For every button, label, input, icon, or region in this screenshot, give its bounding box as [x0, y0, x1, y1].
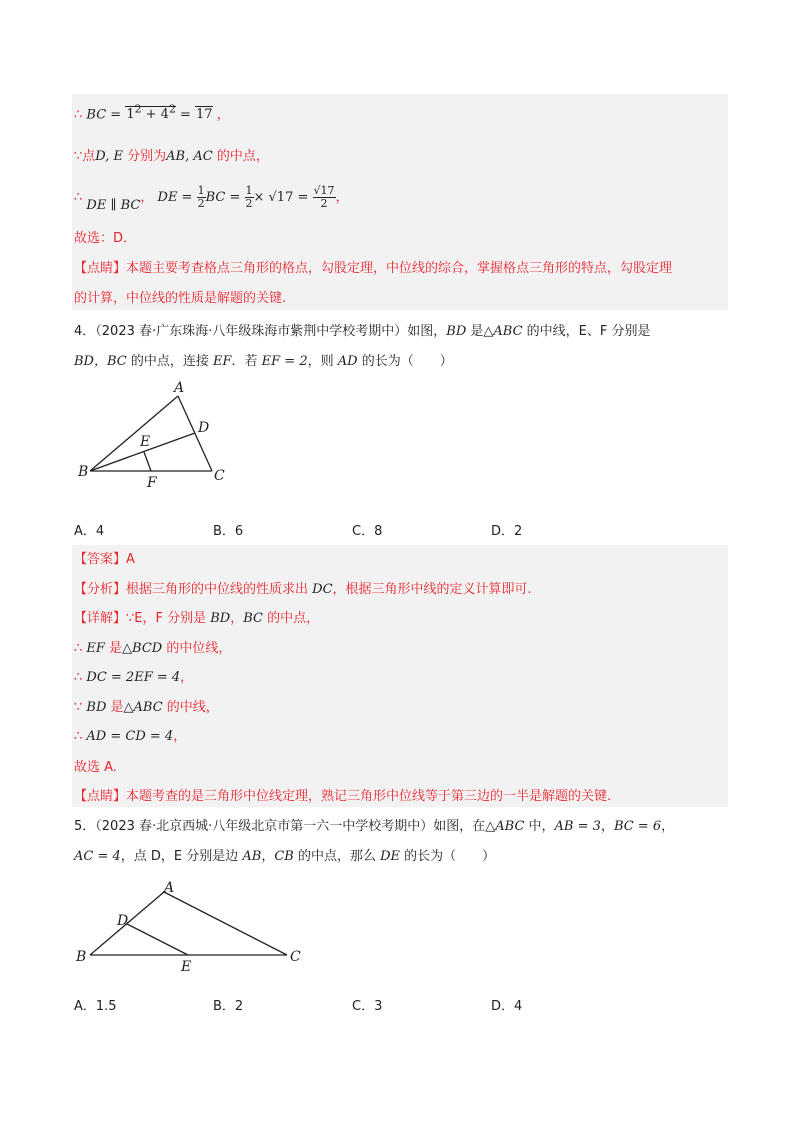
because-text: ∵点: [74, 149, 96, 164]
text-length-is: 的长为（ ）: [357, 354, 453, 369]
q3-line-midpoints: [74, 147, 269, 167]
therefore-symbol: ∴: [74, 729, 87, 744]
seg-ac: [164, 892, 287, 955]
seg-ef: EF: [86, 641, 105, 656]
comma: ，: [230, 611, 244, 626]
q4-stem-line2: [74, 352, 453, 372]
a4-step-ad: [74, 727, 186, 747]
seg-bd: BD: [446, 324, 467, 339]
fraction-half: [197, 185, 206, 210]
comma: ，: [335, 190, 349, 205]
q3-answer: 故选：D．: [74, 231, 137, 246]
q5-number-source: 5．（2023 春·北京西城·八年级北京市第一六一中学校考期中）如图，在: [74, 819, 486, 834]
ab-equals-3: AB = 3: [554, 819, 601, 834]
numerator: 1: [197, 184, 205, 197]
seg-dc: DC: [312, 582, 333, 597]
tri-abc: △ABC: [483, 324, 523, 339]
label-f: F: [147, 475, 157, 490]
ad-equation: AD = CD = 4: [86, 729, 174, 744]
text-is: 是: [106, 700, 124, 715]
a4-fenxi: [74, 580, 532, 600]
text-if: ．若: [231, 354, 262, 369]
because-symbol: ∵: [74, 700, 87, 715]
seg-ef: [144, 452, 151, 471]
a4-dianjing: 【点睛】本题考查的是三角形中位线定理，熟记三角形中位线等于第三边的一半是解题的关键.: [74, 789, 612, 804]
q5-triangle-figure: [72, 876, 312, 974]
text-midpoint: 的中点，: [212, 149, 269, 164]
seg-ba: [90, 396, 178, 471]
comma: ，: [140, 190, 154, 205]
points-de: D, E: [95, 149, 123, 164]
denominator: 2: [197, 197, 205, 210]
seg-bd: BD: [210, 611, 231, 626]
seg-cb: CB: [274, 849, 294, 864]
seg-bc: ，BC: [93, 354, 127, 369]
text-midline: 的中位线，: [162, 641, 232, 656]
q4-option-d[interactable]: D．2: [491, 524, 523, 539]
de-equals: DE =: [157, 190, 197, 205]
q4-number-source: 4．（2023 春·广东珠海·八年级珠海市紫荆中学校考期中）如图，: [74, 324, 447, 339]
therefore-symbol: ∴: [74, 190, 83, 205]
comma: ，: [216, 107, 230, 123]
dc-equation: DC = 2EF = 4: [86, 670, 181, 685]
text-length-is: 的长为（ ）: [400, 849, 496, 864]
q5-option-b[interactable]: B．2: [213, 999, 244, 1014]
text-in: 中，: [524, 819, 555, 834]
seg-bd: BD: [74, 354, 94, 369]
seg-ab: AB: [242, 849, 262, 864]
xiangjie-text: 【详解】∵E，F 分别是: [74, 611, 211, 626]
text-then: ，则: [307, 354, 338, 369]
q5-stem-line2: [74, 847, 495, 867]
label-a: A: [164, 880, 175, 896]
comma: ，: [600, 819, 614, 834]
seg-ef: EF: [213, 354, 232, 369]
times-sqrt17: × √17 =: [253, 190, 313, 205]
text-points: ，点 D，E 分别是边: [120, 849, 243, 864]
a4-xiangjie: [74, 609, 319, 629]
therefore-symbol: ∴: [74, 670, 87, 685]
therefore-symbol: ∴: [74, 641, 87, 656]
text-median: 的中线，: [162, 700, 219, 715]
de-parallel-bc: DE ∥ BC: [86, 198, 141, 213]
label-b: B: [78, 464, 89, 480]
a4-step-bd: [74, 698, 219, 718]
comma: ，: [661, 819, 675, 834]
q3-dianjing-2: 的计算，中位线的性质是解题的关键.: [74, 291, 287, 306]
a4-step-dc: [74, 668, 193, 688]
bc-sqrt-expression: BC = $1^2 + 4^2 = 17$: [86, 103, 213, 123]
text-median: 的中线，E、F 分别是: [522, 324, 651, 339]
text-midpoint-then: 的中点，那么: [293, 849, 381, 864]
q3-line-bc: [74, 100, 230, 125]
a4-choose: 故选 A.: [74, 760, 117, 775]
seg-ad: AD: [337, 354, 358, 369]
fenxi-text-2: ，根据三角形中线的定义计算即可.: [332, 582, 532, 597]
q5-option-d[interactable]: D．4: [491, 999, 523, 1014]
label-e: E: [181, 959, 192, 974]
ac-equals-4: AC = 4: [74, 849, 121, 864]
text-connect: 的中点，连接: [126, 354, 213, 369]
label-e: E: [140, 434, 151, 450]
fraction-sqrt17-half: [313, 185, 336, 210]
q5-option-a[interactable]: A．1.5: [74, 999, 117, 1014]
tri-abc: △ABC: [485, 819, 525, 834]
fenxi-text: 【分析】根据三角形的中位线的性质求出: [74, 582, 313, 597]
q4-option-b[interactable]: B．6: [213, 524, 244, 539]
denominator: 2: [245, 197, 253, 210]
bc-equals: BC =: [205, 190, 245, 205]
label-b: B: [76, 949, 87, 965]
seg-bc: BC: [243, 611, 263, 626]
seg-de: [127, 924, 188, 955]
label-a: A: [174, 380, 185, 396]
text-is: 是: [466, 324, 484, 339]
tri-abc: △ABC: [123, 700, 163, 715]
q3-line-de: [74, 180, 349, 216]
text-fenbie: 分别为: [123, 149, 167, 164]
label-c: C: [290, 949, 301, 965]
q4-option-c[interactable]: C．8: [352, 524, 383, 539]
bc-equals-6: BC = 6: [613, 819, 662, 834]
text-midpoint: 的中点，: [262, 611, 320, 626]
q4-option-a[interactable]: A．4: [74, 524, 105, 539]
label-c: C: [214, 468, 225, 484]
q5-option-c[interactable]: C．3: [352, 999, 383, 1014]
tri-bcd: △BCD: [122, 641, 163, 656]
q5-stem-line1: [74, 817, 674, 837]
q3-dianjing-1: 【点睛】本题主要考查格点三角形的格点，勾股定理，中位线的综合，掌握格点三角形的特点，勾股定理: [74, 261, 673, 276]
label-d: D: [117, 913, 129, 929]
segments-abac: AB, AC: [166, 149, 213, 164]
q4-stem-line1: [74, 322, 651, 342]
comma: ，: [173, 729, 187, 744]
ef-equals-2: EF = 2: [261, 354, 308, 369]
numerator: √17: [313, 184, 335, 197]
seg-bd: BD: [86, 700, 107, 715]
text-is: 是: [104, 641, 123, 656]
comma: ，: [180, 670, 194, 685]
seg-de: DE: [380, 849, 401, 864]
therefore-symbol: ∴: [74, 107, 83, 123]
numerator: 1: [245, 184, 253, 197]
a4-answer: 【答案】A: [74, 552, 135, 567]
comma: ，: [261, 849, 275, 864]
fraction-half-2: [245, 185, 254, 210]
a4-step-ef: [74, 639, 231, 659]
q4-triangle-figure: [72, 378, 242, 490]
label-d: D: [198, 420, 210, 436]
denominator: 2: [320, 197, 328, 210]
